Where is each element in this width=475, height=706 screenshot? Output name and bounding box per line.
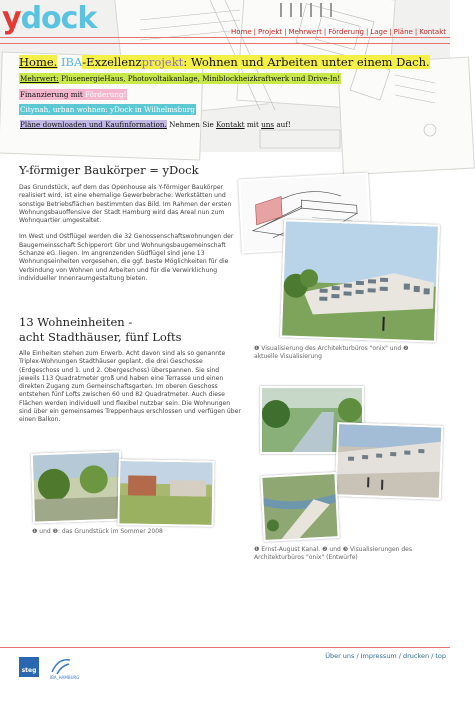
nav-separator: | (323, 28, 327, 36)
section-title-line1: 13 Wohneinheiten - (19, 315, 133, 329)
nav-separator: | (253, 28, 256, 36)
aerial-render (262, 474, 337, 540)
logo-y: y (2, 1, 21, 36)
nav-foerderung[interactable]: Förderung (328, 28, 364, 36)
nav-separator: | (414, 28, 418, 36)
grundstueck-photo-1[interactable] (31, 450, 123, 523)
mit-text: mit (244, 120, 262, 129)
foerderung-link[interactable]: Förderung! (85, 90, 127, 99)
paragraph: Im West und Ostflügel werden die 32 Genossenschaftswohnungen der Baugemeinsschaft Schipperort Gbr und Wohnungsbaugemeinschaft Schanze eG. liegen. Im angrenzenden Südflügel sind jene 13 Wohnungseinheiten vorgesehen, die ggf. beste Möglichkeiten für die Verbindung von Wohnen und Arbeiten und für die Verwirklichung individueller Innenraumgestaltung bieten. (19, 233, 234, 282)
nav-kontakt[interactable]: Kontakt (419, 28, 446, 36)
nav-separator: | (389, 28, 392, 36)
section1-text (19, 184, 241, 283)
grundstueck-render-2 (119, 461, 212, 525)
image-caption: ❶ und ❷: das Grundstück im Sommer 2008 (32, 528, 163, 535)
iba-logo-icon (48, 654, 80, 680)
nav-home[interactable]: Home (230, 28, 252, 36)
top-navigation (231, 28, 446, 36)
city-highlight[interactable]: Citynah, urban wohnen: yDock in Wilhelmsburg (20, 105, 195, 114)
footer-ueber-uns-link[interactable]: Über uns (325, 652, 355, 660)
section2-text (19, 350, 241, 425)
headline-rest: : Wohnen und Arbeiten unter einem Dach. (183, 55, 430, 69)
section-title-line2: acht Stadthäuser, fünf Lofts (19, 330, 182, 344)
plaene-download-link[interactable]: Pläne downloaden und Kaufinformation. (20, 120, 167, 129)
mehrwert-highlight[interactable] (19, 73, 341, 84)
nav-mehrwert[interactable]: Mehrwert (288, 28, 322, 36)
footer-drucken-link[interactable]: drucken (402, 652, 430, 660)
uns-link[interactable]: uns (261, 120, 275, 129)
headline-exzellenz: -Exzellenz (82, 55, 142, 69)
headline-iba: IBA (60, 55, 83, 69)
header-collage (0, 0, 450, 152)
footer-separator: / (398, 652, 401, 660)
mehrwert-link[interactable]: Mehrwert: (20, 74, 59, 83)
section-title (19, 315, 182, 345)
nav-plaene[interactable]: Pläne (393, 28, 413, 36)
paragraph: Das Grundstück, auf dem das Openhouse als Y-förmiger Baukörper realisiert wird, ist eine ehemalige Gewerbebrache: Werkstätten und sonstige Betriebsflächen bestimmten das Bild. Im Rahmen der ersten Wohnungsbauoffensive der Stadt Hamburg wird das Areal nun zum Wohnquartier umgestaltet. (19, 184, 232, 225)
headline-projekt: projekt (141, 55, 184, 69)
grundstueck-photo-2[interactable] (117, 459, 214, 527)
page-headline (19, 55, 430, 69)
image-caption: ❶ Ernst-August Kanal. ❷ und ❸ Visualisierungen des Architekturbüros "onix" (Entwürfe) (254, 546, 412, 561)
auf-text: auf! (274, 120, 291, 129)
iba-hamburg-logo[interactable] (48, 654, 80, 680)
logo-dock: dock (20, 1, 97, 36)
section-title: Y-förmiger Baukörper = yDock (19, 163, 199, 177)
footer-separator: / (356, 652, 359, 660)
steg-logo[interactable]: steg (19, 657, 39, 677)
building-visualisation-image[interactable] (280, 219, 440, 342)
footer-divider (0, 647, 450, 648)
nav-separator: | (365, 28, 369, 36)
footer-navigation (325, 652, 446, 660)
nav-projekt[interactable]: Projekt (258, 28, 283, 36)
aerial-visualisation-image[interactable] (260, 472, 339, 542)
headline-home-link[interactable]: Home. (19, 55, 58, 69)
footer-top-link[interactable]: top (435, 652, 446, 660)
nav-lage[interactable]: Lage (370, 28, 388, 36)
plaene-line (19, 119, 292, 130)
footer-separator: / (431, 652, 434, 660)
iba-logo-text: IBA_HAMBURG (50, 675, 80, 680)
header-divider (0, 37, 450, 38)
nehmen-text: Nehmen Sie (166, 120, 216, 129)
header-divider (0, 43, 450, 44)
grundstueck-render-1 (33, 453, 121, 522)
finanzierung-highlight[interactable] (19, 89, 127, 100)
street-visualisation-image[interactable] (335, 422, 444, 500)
mehrwert-text: PlusenergieHaus, Photovoltaikanlage, Miniblockheizkraftwerk und Drive-In! (58, 74, 341, 83)
finanzierung-text: Finanzierung mit (20, 90, 86, 99)
visualisation-render (282, 221, 438, 340)
street-render (337, 424, 441, 498)
image-caption: ❶ Visualisierung des Architekturbüros "onix" und ❷ aktuelle Visualisierung (254, 345, 409, 360)
footer-impressum-link[interactable]: Impressum (360, 652, 397, 660)
ydock-logo[interactable] (2, 2, 96, 36)
kontakt-link[interactable]: Kontakt (215, 120, 245, 129)
paragraph: Alle Einheiten stehen zum Erwerb. Acht davon sind als so genannte Triplex-Wohnungen Stadthäuser geplant, die drei Geschosse (Erdgeschoss und 1. und 2. Obergeschoss) überspannen. Sie sind jeweils 113 Quadratmeter groß und haben eine Terrasse und einen direkten Zugang zum Gemeinschaftsgarten. Im oberen Geschoss entstehen fünf Lofts zwischen 60 und 82 Quadratmeter. Auch diese Flächen werden individuell und flexibel nutzbar sein. Die Wohnungen sind über ein gemeinsames Treppenhaus erschlossen und verfügen über einen Balkon. (19, 350, 241, 424)
nav-separator: | (284, 28, 287, 36)
